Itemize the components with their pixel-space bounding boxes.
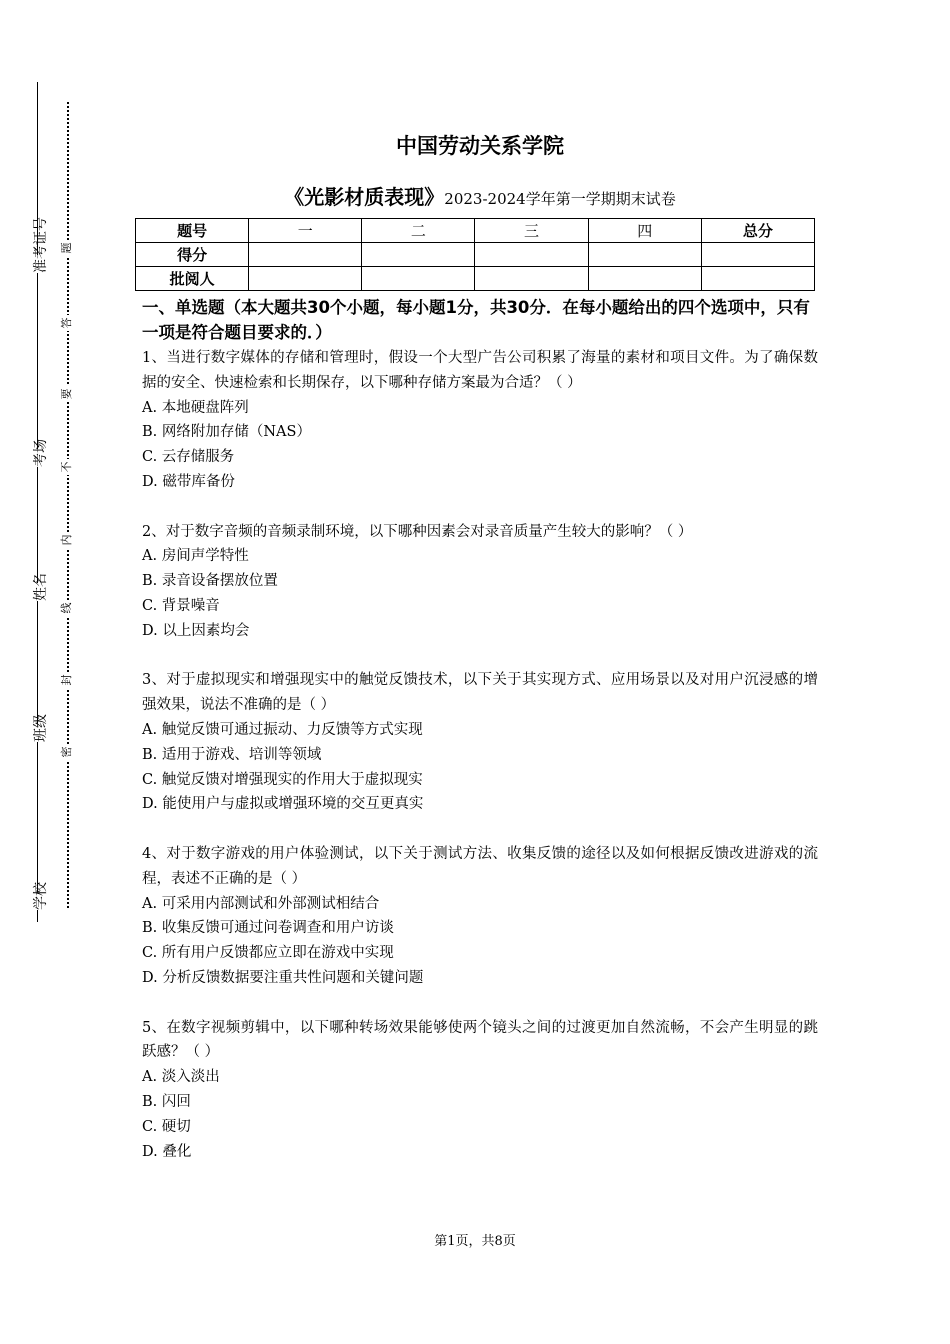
question-option: B. 闪回 [142,1093,191,1110]
exam-room-label: 考场 [33,439,49,467]
question-option: A. 可采用内部测试和外部测试相结合 [142,895,380,912]
score-cell [701,243,814,267]
exam-number-label: 准考证号 [33,217,49,273]
question-option: B. 网络附加存储（NAS） [142,424,311,441]
score-cell [475,243,588,267]
question-item [142,842,818,991]
score-cell: 得分 [136,243,249,267]
question-option: B. 录音设备摆放位置 [142,573,278,590]
score-cell [249,243,362,267]
question-stem: 2、对于数字音频的音频录制环境，以下哪种因素会对录音质量产生较大的影响？（ ） [142,523,693,540]
question-option: C. 背景噪音 [142,597,220,614]
question-stem: 3、对于虚拟现实和增强现实中的触觉反馈技术，以下关于其实现方式、应用场景以及对用户沉浸感的增强效果，说法不准确的是（ ） [142,672,818,714]
question-option: C. 触觉反馈对增强现实的作用大于虚拟现实 [142,771,423,788]
question-option: C. 所有用户反馈都应立即在游戏中实现 [142,945,394,962]
score-table [135,218,815,291]
section-heading: 一、单选题（本大题共30个小题，每小题1分，共30分．在每小题给出的四个选项中，只有一项是符合题目要求的．） [142,298,810,342]
question-option: B. 适用于游戏、培训等领域 [142,746,322,763]
question-option: D. 叠化 [142,1143,192,1160]
seal-char: 内 [59,532,75,548]
question-stem: 4、对于数字游戏的用户体验测试，以下关于测试方法、收集反馈的途径以及如何根据反馈改进游戏的流程，表述不正确的是（ ） [142,845,818,887]
question-option: D. 磁带库备份 [142,473,235,490]
question-item [142,1016,818,1165]
question-item [142,346,818,495]
binding-margin [0,0,90,1344]
question-option: A. 淡入淡出 [142,1069,220,1086]
seal-char: 封 [59,672,75,688]
question-option: D. 分析反馈数据要注重共性问题和关键问题 [142,969,424,986]
score-cell [362,267,475,291]
question-option: A. 触觉反馈可通过振动、力反馈等方式实现 [142,721,423,738]
question-stem: 5、在数字视频剪辑中，以下哪种转场效果能够使两个镜头之间的过渡更加自然流畅，不会产生明显的跳跃感？（ ） [142,1019,818,1061]
binding-dotted-line [67,102,69,908]
seal-char: 不 [59,459,75,475]
course-name: 《光影材质表现》 [284,185,445,209]
term-text: 2023-2024学年第一学期期末试卷 [444,190,676,208]
score-table-row [136,267,815,291]
score-cell [588,243,701,267]
binding-solid-line [37,82,38,922]
score-cell [249,267,362,291]
score-cell [475,267,588,291]
school-title: 中国劳动关系学院 [396,134,564,158]
exam-subtitle [142,181,818,210]
question-option: A. 本地硬盘阵列 [142,399,249,416]
question-option: C. 硬切 [142,1118,191,1135]
question-item [142,668,818,817]
question-option: D. 能使用户与虚拟或增强环境的交互更真实 [142,796,424,813]
question-stem: 1、当进行数字媒体的存储和管理时，假设一个大型广告公司积累了海量的素材和项目文件。为了确保数据的安全、快速检索和长期保存，以下哪种存储方案最为合适？（ ） [142,350,818,391]
question-item [142,520,818,644]
question-option: A. 房间声学特性 [142,548,249,565]
score-cell [701,267,814,291]
score-cell: 三 [475,219,588,243]
page-number: 第1页，共8页 [434,1234,516,1249]
question-list [142,346,818,1189]
seal-char: 密 [59,744,75,760]
score-cell: 二 [362,219,475,243]
score-cell: 批阅人 [136,267,249,291]
question-option: D. 以上因素均会 [142,622,250,639]
score-cell [588,267,701,291]
question-option: B. 收集反馈可通过问卷调查和用户访谈 [142,920,394,937]
seal-char: 线 [59,600,75,616]
score-cell: 总分 [701,219,814,243]
score-cell: 四 [588,219,701,243]
question-option: C. 云存储服务 [142,449,235,466]
seal-char: 题 [59,240,75,256]
seal-char: 要 [59,386,75,402]
score-cell: 一 [249,219,362,243]
school-label: 学校 [33,882,49,910]
seal-char: 答 [59,315,75,331]
score-table-header-row [136,219,815,243]
score-cell [362,243,475,267]
name-label: 姓名 [33,573,49,601]
score-table-row [136,243,815,267]
class-label: 班级 [33,714,49,742]
score-cell: 题号 [136,219,249,243]
